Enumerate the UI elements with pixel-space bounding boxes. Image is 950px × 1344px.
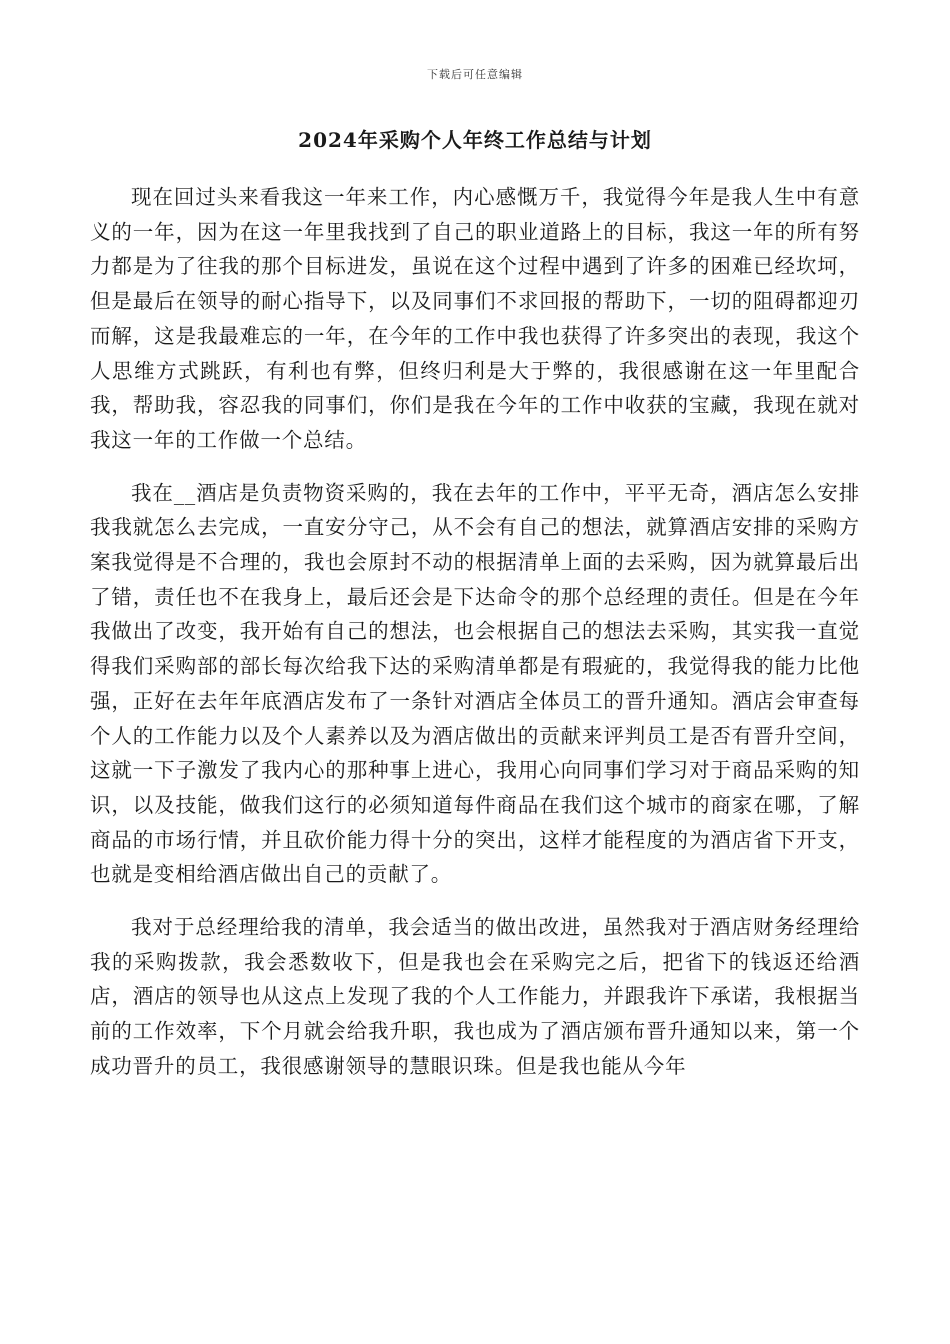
paragraph: 现在回过头来看我这一年来工作，内心感慨万千，我觉得今年是我人生中有意义的一年，因为在这一年里我找到了自己的职业道路上的目标，我这一年的所有努力都是为了往我的那个目标进发，虽说在这个过程中遇到了许多的困难已经坎坷，但是最后在领导的耐心指导下，以及同事们不求回报的帮助下，一切的阻碍都迎刃而解，这是我最难忘的一年，在今年的工作中我也获得了许多突出的表现，我这个人思维方式跳跃，有利也有弊，但终归利是大于弊的，我很感谢在这一年里配合我，帮助我，容忍我的同事们，你们是我在今年的工作中收获的宝藏，我现在就对我这一年的工作做一个总结。 (90, 185, 860, 452)
paragraph: 我在__酒店是负责物资采购的，我在去年的工作中，平平无奇，酒店怎么安排我我就怎么去完成，一直安分守己，从不会有自己的想法，就算酒店安排的采购方案我觉得是不合理的，我也会原封不动的根据清单上面的去采购，因为就算最后出了错，责任也不在我身上，最后还会是下达命令的那个总经理的责任。但是在今年我做出了改变，我开始有自己的想法，也会根据自己的想法去采购，其实我一直觉得我们采购部的部长每次给我下达的采购清单都是有瑕疵的，我觉得我的能力比他强，正好在去年年底酒店发布了一条针对酒店全体员工的晋升通知。酒店会审查每个人的工作能力以及个人素养以及为酒店做出的贡献来评判员工是否有晋升空间，这就一下子激发了我内心的那种事上进心，我用心向同事们学习对于商品采购的知识，以及技能，做我们这行的必须知道每件商品在我们这个城市的商家在哪，了解商品的市场行情，并且砍价能力得十分的突出，这样才能程度的为酒店省下开支，也就是变相给酒店做出自己的贡献了。 (90, 480, 860, 887)
paragraph: 我对于总经理给我的清单，我会适当的做出改进，虽然我对于酒店财务经理给我的采购拨款，我会悉数收下，但是我也会在采购完之后，把省下的钱返还给酒店，酒店的领导也从这点上发现了我的个人工作能力，并跟我许下承诺，我根据当前的工作效率，下个月就会给我升职，我也成为了酒店颁布晋升通知以来，第一个成功晋升的员工，我很感谢领导的慧眼识珠。但是我也能从今年 (90, 915, 860, 1078)
document-title: 2024年采购个人年终工作总结与计划 (298, 128, 652, 152)
header-note: 下载后可任意编辑 (427, 68, 523, 81)
document-body (90, 180, 860, 1102)
